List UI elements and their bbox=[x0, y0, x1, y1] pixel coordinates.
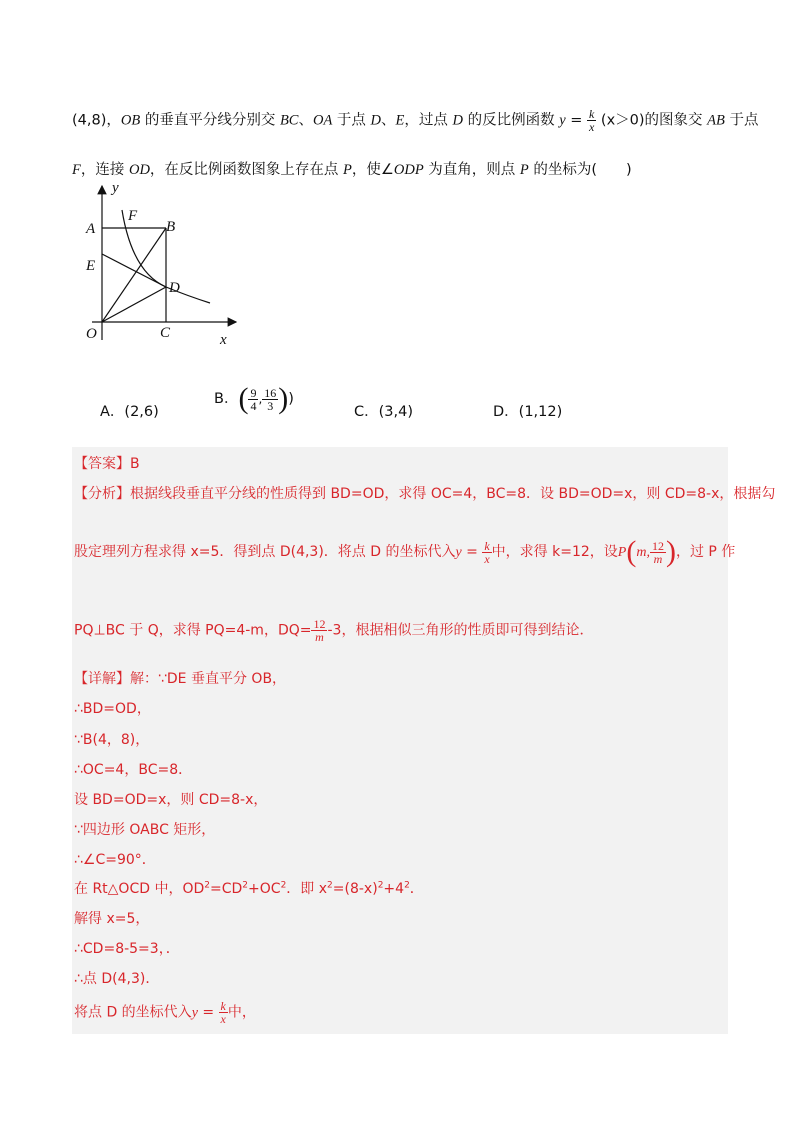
detail-line-1 bbox=[74, 668, 286, 688]
option-c[interactable]: C．(3,4) bbox=[354, 404, 413, 420]
func-eq: = bbox=[461, 544, 483, 560]
segment-od-line bbox=[102, 287, 166, 322]
detail-line-10: ∴CD=8-5=3，． bbox=[74, 941, 180, 957]
fraction-12-over-m bbox=[650, 540, 666, 565]
fraction-k-over-x bbox=[482, 540, 491, 565]
text-fragment: 的垂直平分线分别交 bbox=[140, 112, 280, 129]
detail-text: =(8-x) bbox=[332, 881, 378, 897]
analysis-text: 中，求得 k=12，设 bbox=[491, 544, 618, 560]
text-fragment: ，过点 bbox=[404, 112, 453, 129]
text-fragment: 、 bbox=[298, 112, 313, 129]
detail-line-2: ∴BD=OD， bbox=[74, 701, 151, 717]
point-e: E bbox=[395, 112, 405, 129]
text-fragment: 、 bbox=[381, 112, 396, 129]
analysis-text: -3，根据相似三角形的性质即可得到结论． bbox=[327, 622, 594, 639]
label-x: x bbox=[220, 332, 227, 348]
detail-line-8 bbox=[74, 878, 424, 898]
left-paren: ( bbox=[238, 382, 249, 415]
detail-line-9: 解得 x=5， bbox=[74, 911, 150, 927]
option-b-suffix: ) bbox=[288, 391, 294, 407]
fraction-numerator: k bbox=[484, 538, 490, 553]
detail-text: +OC bbox=[248, 881, 281, 897]
detail-label: 【详解】 bbox=[74, 671, 130, 687]
fraction-denominator: m bbox=[653, 551, 663, 566]
point-f: F bbox=[72, 162, 81, 178]
fraction-k-over-x bbox=[219, 1000, 228, 1025]
func-eq: = bbox=[197, 1004, 219, 1021]
text-fragment: ，在反比例函数图象上存在点 bbox=[149, 162, 344, 178]
label-y: y bbox=[112, 180, 119, 196]
right-paren: ) bbox=[665, 535, 676, 568]
fraction-denominator: 4 bbox=[250, 398, 257, 413]
detail-line-12 bbox=[74, 1000, 256, 1025]
text-fragment: 于点 bbox=[332, 112, 371, 129]
param-m: m, bbox=[636, 545, 650, 560]
detail-text: =CD bbox=[210, 881, 243, 897]
segment-oa: OA bbox=[312, 112, 333, 129]
detail-line-7: ∴∠C=90°． bbox=[74, 852, 156, 868]
fraction-numerator: 12 bbox=[651, 538, 664, 553]
label-a: A bbox=[86, 221, 96, 237]
point-p: P bbox=[343, 162, 352, 178]
func-y: y bbox=[455, 545, 462, 560]
option-a[interactable]: A．(2,6) bbox=[100, 404, 159, 420]
detail-text: +4 bbox=[383, 881, 405, 897]
analysis-text: ，过 P 作 bbox=[675, 544, 736, 560]
func-eq: = bbox=[565, 112, 587, 129]
question-line-1 bbox=[72, 108, 759, 133]
answer-value: B bbox=[130, 456, 140, 472]
option-b[interactable]: B．( $\frac{9}{4}$ , $\frac{16}{3}$ )) bbox=[214, 382, 294, 415]
segment-ob-line bbox=[102, 228, 166, 322]
answer-label: 【答案】 bbox=[74, 456, 130, 472]
superscript: 2 bbox=[280, 880, 287, 891]
fraction-denominator: m bbox=[315, 630, 324, 644]
analysis-label: 【分析】 bbox=[74, 486, 130, 502]
fraction-numerator: k bbox=[220, 999, 226, 1013]
detail-text: 在 Rt△OCD 中，OD bbox=[74, 881, 205, 897]
point-p: P bbox=[519, 162, 529, 178]
analysis-line-2 bbox=[74, 537, 735, 567]
analysis-text: PQ⊥BC 于 Q，求得 PQ=4-m，DQ= bbox=[74, 622, 312, 639]
left-paren: ( bbox=[626, 535, 637, 568]
fraction-numerator: k bbox=[589, 107, 595, 121]
fraction-k-over-x bbox=[587, 108, 596, 133]
option-d[interactable]: D．(1,12) bbox=[493, 404, 563, 420]
detail-line-3: ∵B(4，8)， bbox=[74, 732, 150, 748]
func-y: y bbox=[191, 1005, 198, 1021]
fraction-numerator: 16 bbox=[264, 385, 277, 400]
fraction-denominator: x bbox=[589, 120, 595, 134]
analysis-text: 股定理列方程求得 x=5．得到点 D(4,3)．将点 D 的坐标代入 bbox=[74, 544, 456, 560]
geometry-figure bbox=[70, 180, 250, 350]
detail-line-5: 设 BD=OD=x，则 CD=8-x， bbox=[74, 792, 268, 808]
detail-text: ．即 x bbox=[286, 881, 328, 897]
fraction-denominator: x bbox=[484, 551, 490, 566]
analysis-text: 根据线段垂直平分线的性质得到 BD=OD，求得 OC=4，BC=8．设 BD=OD=x，则 CD=8-x，根据勾 bbox=[130, 486, 776, 502]
text-fragment: ，连接 bbox=[80, 162, 129, 178]
fraction-denominator: 3 bbox=[267, 398, 274, 413]
label-e: E bbox=[86, 258, 96, 274]
text-fragment: ，使∠ bbox=[351, 162, 394, 178]
text-fragment: 为直角，则点 bbox=[423, 162, 520, 178]
detail-text: 解：∵DE 垂直平分 OB， bbox=[130, 671, 287, 687]
point-d: D bbox=[370, 112, 382, 129]
point-d: D bbox=[452, 112, 463, 129]
superscript: 2 bbox=[377, 880, 384, 891]
segment-bc: BC bbox=[279, 112, 299, 129]
text-fragment: 的反比例函数 bbox=[462, 112, 560, 129]
answer-blank: 的坐标为( ) bbox=[528, 162, 632, 178]
label-o: O bbox=[86, 326, 97, 342]
label-c: C bbox=[160, 325, 171, 341]
label-b: B bbox=[166, 219, 176, 235]
label-f: F bbox=[128, 208, 138, 224]
detail-text: ． bbox=[409, 881, 424, 897]
superscript: 2 bbox=[404, 880, 410, 891]
segment-ob: OB bbox=[120, 112, 141, 129]
superscript: 2 bbox=[242, 880, 249, 891]
text-fragment: 于点 bbox=[724, 112, 759, 129]
label-d: D bbox=[169, 280, 180, 296]
detail-line-6: ∵四边形 OABC 矩形， bbox=[74, 822, 216, 838]
segment-ab: AB bbox=[707, 112, 725, 129]
detail-text: 中， bbox=[227, 1004, 256, 1021]
angle-odp: ODP bbox=[393, 162, 424, 178]
right-paren: ) bbox=[278, 382, 289, 415]
fraction-9-4 bbox=[248, 387, 258, 412]
fraction-numerator: 9 bbox=[250, 385, 257, 400]
text-fragment: (x＞0)的图象交 bbox=[596, 112, 708, 129]
detail-text: 将点 D 的坐标代入 bbox=[74, 1004, 192, 1021]
fraction-numerator: 12 bbox=[313, 617, 326, 631]
question-line-2 bbox=[72, 158, 632, 179]
point-p: P bbox=[617, 545, 627, 560]
detail-line-11: ∴点 D(4,3)． bbox=[74, 971, 160, 987]
fraction-denominator: x bbox=[220, 1012, 226, 1026]
superscript: 2 bbox=[204, 880, 210, 891]
point-b-coords: (4,8)， bbox=[72, 112, 121, 129]
func-y: y bbox=[559, 112, 566, 129]
analysis-line-1 bbox=[74, 483, 775, 503]
fraction-16-3 bbox=[262, 387, 278, 412]
answer-line bbox=[74, 453, 140, 473]
option-b-prefix: B． bbox=[214, 391, 239, 407]
analysis-line-3 bbox=[74, 618, 593, 643]
superscript: 2 bbox=[327, 880, 333, 891]
detail-line-4: ∴OC=4，BC=8． bbox=[74, 762, 193, 778]
fraction-12-over-m bbox=[311, 618, 327, 643]
segment-od: OD bbox=[128, 162, 150, 178]
